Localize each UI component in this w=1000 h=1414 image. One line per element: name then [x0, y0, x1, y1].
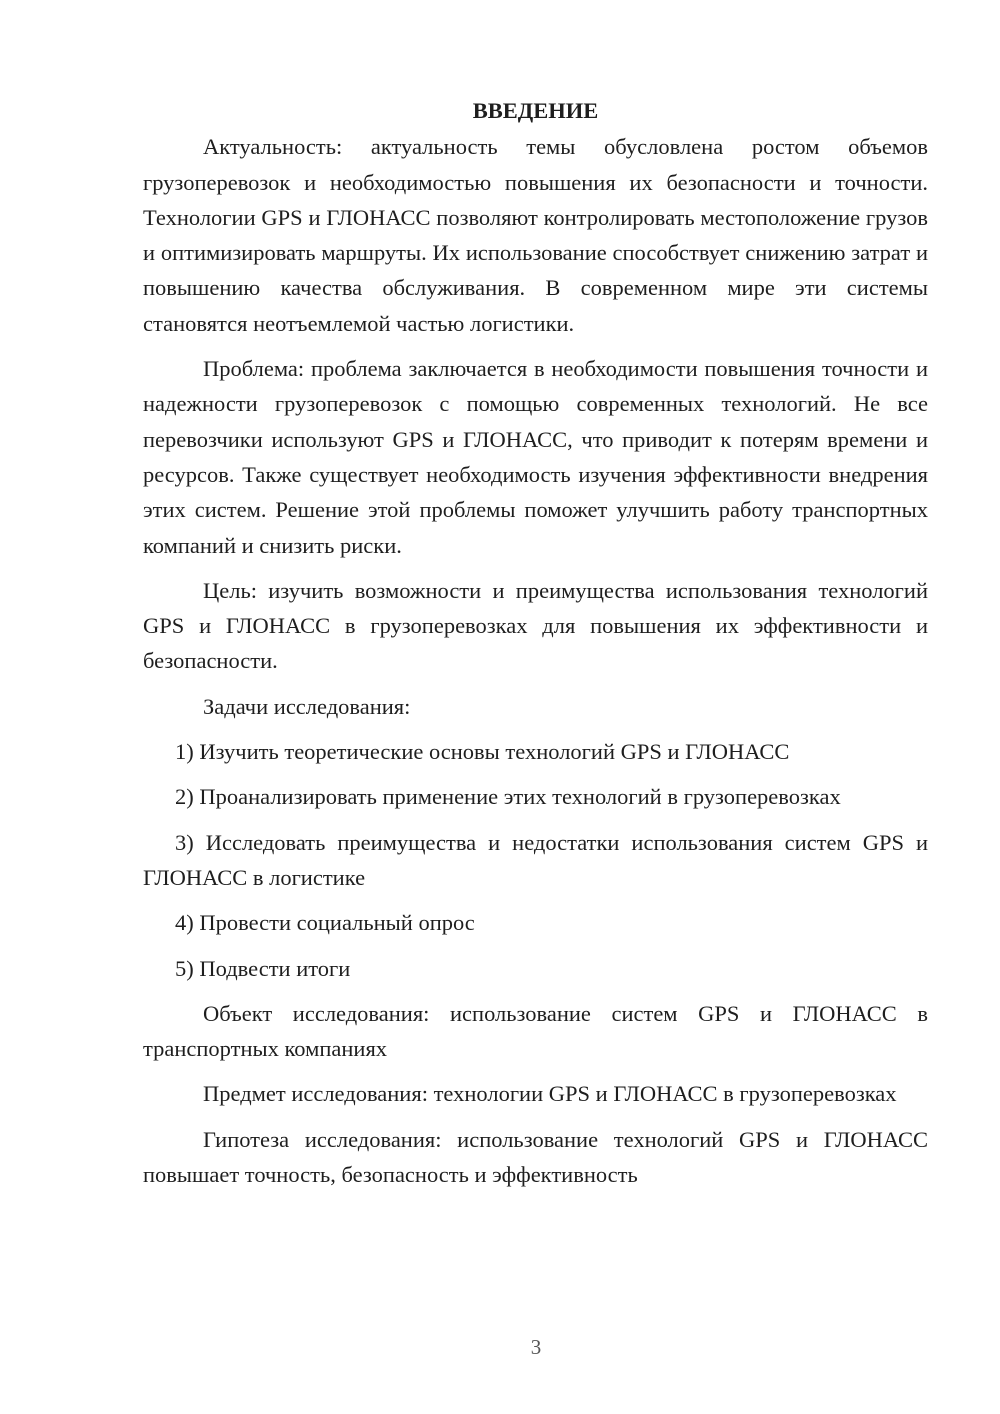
- hypothesis-paragraph: Гипотеза исследования: использование технологий GPS и ГЛОНАСС повышает точность, безопасность и эффективность: [143, 1126, 928, 1188]
- section-title: ВВЕДЕНИЕ: [472, 98, 599, 123]
- task-item-5: 5) Подвести итоги: [175, 955, 351, 981]
- tasks-heading: Задачи исследования:: [203, 693, 411, 719]
- goal-paragraph: Цель: изучить возможности и преимущества использования технологий GPS и ГЛОНАСС в грузоперевозках для повышения их эффективности и безопасности.: [143, 577, 928, 674]
- page-number: 3: [530, 1335, 542, 1359]
- task-item-3: 3) Исследовать преимущества и недостатки использования систем GPS и ГЛОНАСС в логистике: [143, 829, 928, 890]
- research-subject-paragraph: Предмет исследования: технологии GPS и ГЛОНАСС в грузоперевозках: [203, 1081, 897, 1107]
- task-item-4: 4) Провести социальный опрос: [175, 910, 475, 936]
- problem-paragraph: Проблема: проблема заключается в необходимости повышения точности и надежности грузоперевозок с помощью современных технологий. Не все перевозчики используют GPS и ГЛОНАСС, что приводит к потерям времени и ресурсов. Также существует необходимость изучения эффективности внедрения этих систем. Решение этой проблемы поможет улучшить работу транспортных компаний и снизить риски.: [143, 356, 928, 558]
- task-item-2: 2) Проанализировать применение этих технологий в грузоперевозках: [175, 784, 841, 810]
- relevance-paragraph: Актуальность: актуальность темы обусловлена ростом объемов грузоперевозок и необходимостью повышения их безопасности и точности. Технологии GPS и ГЛОНАСС позволяют контролировать местоположение грузов и оптимизировать маршруты. Их использование способствует снижению затрат и повышению качества обслуживания. В современном мире эти системы становятся неотъемлемой частью логистики.: [143, 134, 928, 336]
- research-object-paragraph: Объект исследования: использование систем GPS и ГЛОНАСС в транспортных компаниях: [143, 1000, 928, 1062]
- page-content: [143, 93, 928, 1192]
- task-item-1: 1) Изучить теоретические основы технологий GPS и ГЛОНАСС: [175, 739, 790, 765]
